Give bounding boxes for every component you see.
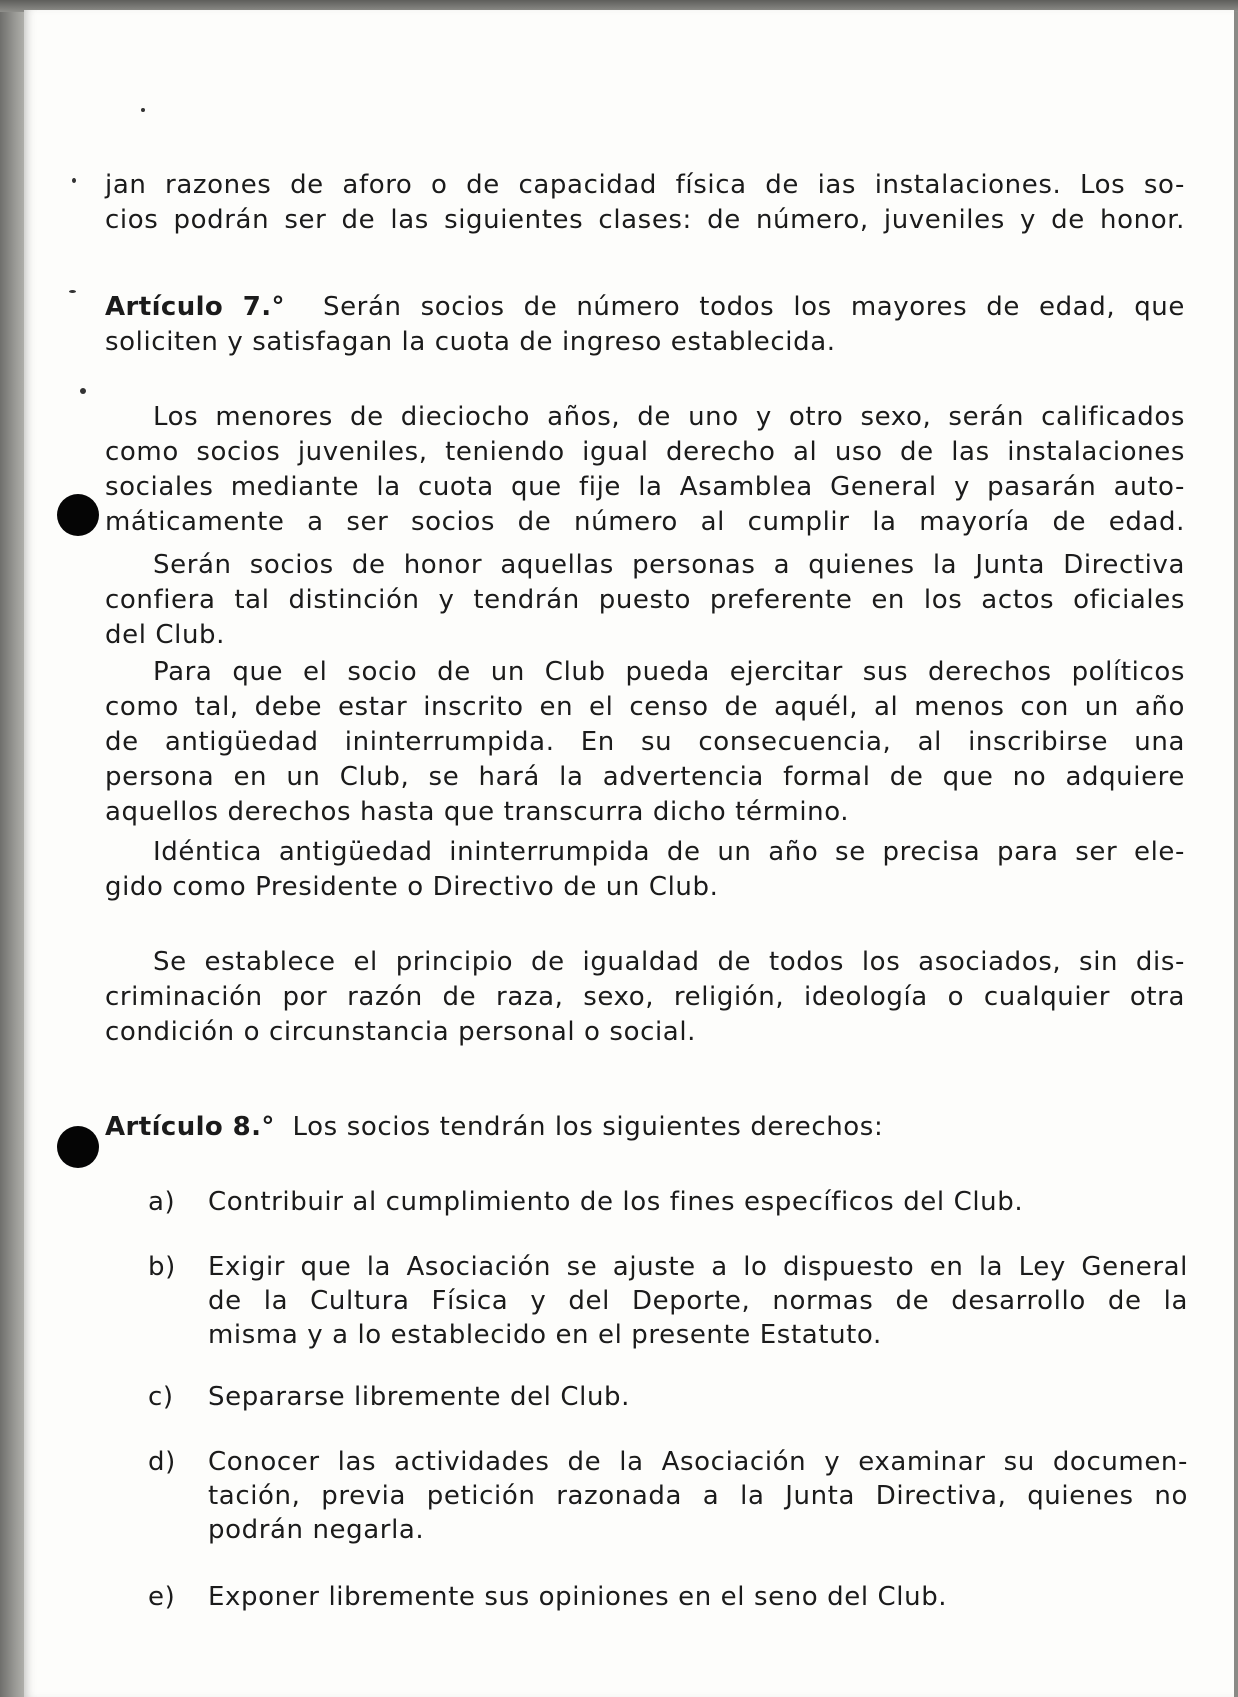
text-line: Idéntica antigüedad ininterrumpida de un año se precisa para ser ele- bbox=[153, 837, 1185, 867]
list-item-line: tación, previa petición razonada a la Junta Directiva, quienes no bbox=[208, 1481, 1188, 1511]
text-line: como socios juveniles, teniendo igual derecho al uso de las instalaciones bbox=[105, 437, 1185, 467]
rights-item-e bbox=[148, 1580, 1188, 1614]
article-7 bbox=[105, 290, 1185, 360]
list-item-line: misma y a lo establecido en el presente Estatuto. bbox=[208, 1320, 882, 1350]
text-line: persona en un Club, se hará la advertencia formal de que no adquiere bbox=[105, 762, 1185, 792]
article-8 bbox=[105, 1110, 1185, 1145]
scan-speck bbox=[141, 108, 145, 112]
menores-paragraph bbox=[105, 400, 1185, 540]
text-line: soliciten y satisfagan la cuota de ingreso establecida. bbox=[105, 327, 836, 357]
scan-speck bbox=[69, 290, 76, 293]
punch-hole-upper bbox=[57, 494, 99, 536]
article-7-text: Serán socios de número todos los mayores de edad, que bbox=[322, 292, 1185, 322]
rights-item-d bbox=[148, 1445, 1188, 1547]
rights-item-c bbox=[148, 1380, 1188, 1414]
text-line: jan razones de aforo o de capacidad física de ias instalaciones. Los so- bbox=[105, 170, 1185, 200]
list-letter: e) bbox=[148, 1582, 176, 1612]
politicos-paragraph bbox=[105, 655, 1185, 830]
intro-paragraph bbox=[105, 168, 1185, 238]
text-line: Para que el socio de un Club pueda ejercitar sus derechos políticos bbox=[153, 657, 1185, 687]
list-item-line: Separarse libremente del Club. bbox=[208, 1382, 630, 1412]
list-item-line: Contribuir al cumplimiento de los fines específicos del Club. bbox=[208, 1187, 1024, 1217]
list-letter: d) bbox=[148, 1447, 176, 1477]
honor-paragraph bbox=[105, 548, 1185, 653]
rights-item-a bbox=[148, 1185, 1188, 1219]
text-line: criminación por razón de raza, sexo, religión, ideología o cualquier otra bbox=[105, 982, 1185, 1012]
article-7-heading: Artículo 7.° bbox=[105, 292, 285, 322]
list-item-line: podrán negarla. bbox=[208, 1515, 425, 1545]
text-line: sociales mediante la cuota que fije la Asamblea General y pasarán auto- bbox=[105, 472, 1185, 502]
scan-speck bbox=[80, 388, 86, 394]
article-8-text: Los socios tendrán los siguientes derechos: bbox=[292, 1112, 884, 1142]
text-line: condición o circunstancia personal o social. bbox=[105, 1017, 697, 1047]
text-line: Los menores de dieciocho años, de uno y otro sexo, serán calificados bbox=[153, 402, 1185, 432]
article-8-heading: Artículo 8.° bbox=[105, 1112, 275, 1142]
punch-hole-lower bbox=[57, 1126, 99, 1168]
identica-paragraph bbox=[105, 835, 1185, 905]
text-line: Se establece el principio de igualdad de todos los asociados, sin dis- bbox=[153, 947, 1185, 977]
rights-item-b bbox=[148, 1250, 1188, 1352]
list-letter: c) bbox=[148, 1382, 174, 1412]
text-line: Serán socios de honor aquellas personas a quienes la Junta Directiva bbox=[153, 550, 1185, 580]
list-item-line: de la Cultura Física y del Deporte, normas de desarrollo de la bbox=[208, 1286, 1188, 1316]
list-item-line: Conocer las actividades de la Asociación y examinar su documen- bbox=[208, 1447, 1188, 1477]
text-line: confiera tal distinción y tendrán puesto preferente en los actos oficiales bbox=[105, 585, 1185, 615]
text-line: del Club. bbox=[105, 620, 226, 650]
igualdad-paragraph bbox=[105, 945, 1185, 1050]
article-8-line bbox=[105, 1110, 1185, 1145]
text-line: máticamente a ser socios de número al cumplir la mayoría de edad. bbox=[105, 507, 1185, 537]
scan-speck bbox=[72, 178, 76, 183]
list-letter: b) bbox=[148, 1252, 176, 1282]
text-line: cios podrán ser de las siguientes clases: de número, juveniles y de honor. bbox=[105, 205, 1185, 235]
article-7-line-1 bbox=[105, 290, 1185, 325]
text-line: de antigüedad ininterrumpida. En su consecuencia, al inscribirse una bbox=[105, 727, 1185, 757]
text-line: gido como Presidente o Directivo de un Club. bbox=[105, 872, 719, 902]
list-item-line: Exigir que la Asociación se ajuste a lo dispuesto en la Ley General bbox=[208, 1252, 1188, 1282]
text-line: como tal, debe estar inscrito en el censo de aquél, al menos con un año bbox=[105, 692, 1185, 722]
list-letter: a) bbox=[148, 1187, 176, 1217]
text-line: aquellos derechos hasta que transcurra dicho término. bbox=[105, 797, 850, 827]
list-item-line: Exponer libremente sus opiniones en el seno del Club. bbox=[208, 1582, 948, 1612]
